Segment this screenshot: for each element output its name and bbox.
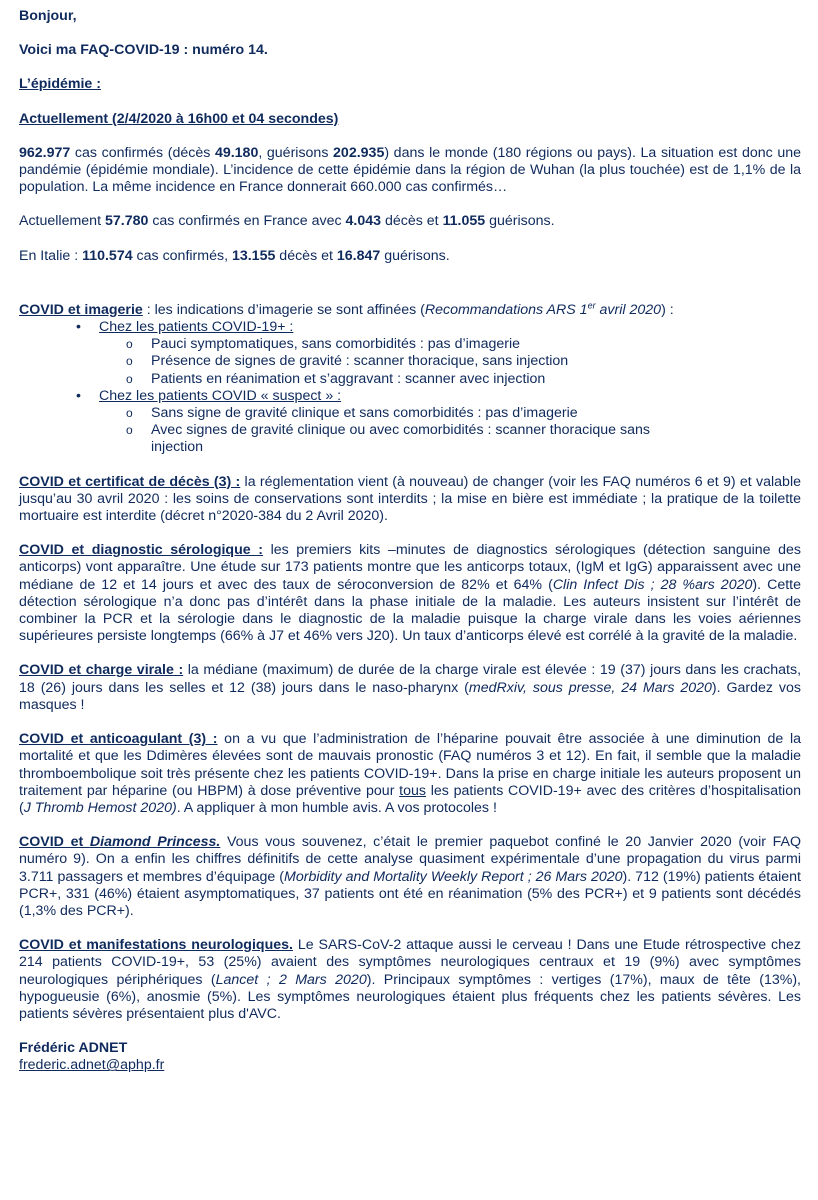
- neurological-paragraph: COVID et manifestations neurologiques. Le SARS-CoV-2 attaque aussi le cerveau ! Dans une Etude rétrospective chez 214 patients COVID-19+, 53 (25%) avaient des symptômes neurologiques centraux et 19 (9%) avec symptômes neurologiques périphériques (Lancet ; 2 Mars 2020). Principaux symptômes : vertiges (17%), maux de tête (13%), hypogueusie (6%), anosmie (5%). Les symptômes neurologiques étaient plus fréquents chez les patients sévères. Les patients sévères présentaient plus d'AVC.: [19, 937, 802, 1022]
- france-recoveries: 11.055: [442, 213, 486, 230]
- imaging-title: COVID et imagerie: [19, 301, 143, 318]
- world-cases: 962.977: [19, 144, 71, 161]
- world-stats-paragraph: 962.977 cas confirmés (décès 49.180, guérisons 202.935) dans le monde (180 régions ou pays). La situation est donc une pandémie (épidémie mondiale). L’incidence de cette épidémie dans la région de Wuhan (la plus touchée) est de 1,1% de la population. La même incidence en France donnerait 660.000 cas confirmés…: [19, 144, 802, 196]
- france-cases: 57.780: [104, 213, 149, 230]
- viral-load-title: COVID et charge virale :: [19, 662, 184, 679]
- diamond-princess-paragraph: COVID et Diamond Princess. Vous vous souvenez, c’était le premier paquebot confiné le 20 Janvier 2020 (voir FAQ numéro 9). On a enfin les chiffres définitifs de cette analyse quasiment expérimentale d’une propagation du virus parmi 3.711 passagers et membres d’équipage (Morbidity and Mortality Weekly Report ; 26 Mars 2020). 712 (19%) patients étaient PCR+, 331 (46%) étaient asymptomatiques, 37 patients ont été en réanimation (5% des PCR+) et 9 patients sont décédés (1,3% des PCR+).: [19, 834, 801, 919]
- imaging-groups: [19, 319, 801, 457]
- neurological-title: COVID et manifestations neurologiques.: [19, 937, 293, 954]
- diamond-princess-reference: Morbidity and Mortality Weekly Report ; 26 Mars 2020: [284, 868, 623, 885]
- italy-recoveries: 16.847: [336, 247, 381, 264]
- group-label: Chez les patients COVID « suspect » :: [99, 387, 342, 404]
- viral-load-paragraph: COVID et charge virale : la médiane (maximum) de durée de la charge virale est élevée : 19 (37) jours dans les crachats, 18 (26) jours dans les selles et 12 (38) jours dans le naso-pharynx (medRxiv, sous presse, 24 Mars 2020). Gardez vos masques !: [19, 662, 802, 713]
- anticoagulant-paragraph: COVID et anticoagulant (3) : on a vu que l’administration de l’héparine pouvait être associée à une diminution de la mortalité et que les Ddimères élevées sont de mauvais pronostic (FAQ numéros 3 et 12). En fait, il semble que la maladie thromboembolique soit très présente chez les patients COVID-19+. Dans la prise en charge initiale les auteurs proposent un traitement par héparine (ou HBPM) à dose préventive pour tous les patients COVID-19+ avec des critères d’hospitalisation (J Thromb Hemost 2020). A appliquer à mon humble avis. A vos protocoles !: [19, 731, 802, 816]
- list-item: o Sans signe de gravité clinique et sans comorbidités : pas d’imagerie: [151, 405, 801, 422]
- imaging-group-covid-positive: [99, 319, 801, 388]
- serology-reference: Clin Infect Dis ; 28 %ars 2020: [552, 576, 753, 593]
- imaging-section: [19, 302, 801, 457]
- current-date-heading: Actuellement (2/4/2020 à 16h00 et 04 secondes): [19, 110, 339, 127]
- neurological-reference: Lancet ; 2 Mars 2020: [215, 971, 367, 988]
- list-item: o Pauci symptomatiques, sans comorbidités : pas d’imagerie: [151, 336, 801, 353]
- imaging-group-covid-suspect: [99, 388, 801, 457]
- list-item: o Avec signes de gravité clinique ou avec comorbidités : scanner thoracique sans injection: [151, 422, 801, 456]
- author-email-link[interactable]: frederic.adnet@aphp.fr: [19, 1057, 165, 1074]
- world-deaths: 49.180: [214, 144, 259, 161]
- death-certificate-paragraph: COVID et certificat de décès (3) : la réglementation vient (à nouveau) de changer (voir les FAQ numéros 6 et 9) et valable jusqu’au 30 avril 2020 : les soins de conservations sont interdits ; la mise en bière est immédiate ; la pratique de la toilette mortuaire est interdite (décret n°2020-384 du 2 Avril 2020).: [19, 473, 801, 525]
- italy-deaths: 13.155: [231, 247, 276, 264]
- greeting: Bonjour,: [19, 8, 77, 24]
- diamond-princess-title: COVID et Diamond Princess.: [19, 834, 221, 851]
- world-recoveries: 202.935: [333, 144, 385, 161]
- italy-cases: 110.574: [82, 247, 133, 264]
- imaging-intro: COVID et imagerie : les indications d’imagerie se sont affinées (Recommandations ARS 1er avril 2020) :: [19, 300, 674, 318]
- death-certificate-title: COVID et certificat de décès (3) :: [19, 473, 241, 490]
- signature: [19, 1040, 801, 1074]
- italy-stats-paragraph: En Italie : 110.574 cas confirmés, 13.155 décès et 16.847 guérisons.: [19, 247, 450, 264]
- imaging-group-items: [99, 405, 801, 457]
- list-item: o Patients en réanimation et s’aggravant : scanner avec injection: [151, 371, 801, 388]
- anticoagulant-title: COVID et anticoagulant (3) :: [19, 731, 218, 748]
- list-item: o Présence de signes de gravité : scanner thoracique, sans injection: [151, 353, 801, 370]
- serology-paragraph: COVID et diagnostic sérologique : les premiers kits –minutes de diagnostics sérologiques (détection sanguine des anticorps) vont apparaître. Une étude sur 173 patients montre que les anticorps totaux, (IgM et IgG) apparaissent avec une médiane de 12 et 14 jours et avec des taux de séroconversion de 82% et 64% (Clin Infect Dis ; 28 %ars 2020). Cette détection sérologique n’a donc pas d’intérêt dans la phase initiale de la maladie. Les auteurs insistent sur l’intérêt de combiner la PCR et la sérologie dans le diagnostic de la maladie puisque la charge virale dans les voies aériennes supérieures persiste longtemps (66% à J7 et 46% vers J20). Un taux d’anticorps élevé est corrélé à la gravité de la maladie.: [19, 542, 802, 645]
- intro-line: Voici ma FAQ-COVID-19 : numéro 14.: [19, 42, 268, 59]
- imaging-group-items: [99, 336, 801, 388]
- anticoagulant-reference: J Thromb Hemost 2020): [23, 799, 177, 816]
- emphasis-word: tous: [399, 782, 426, 799]
- group-label: Chez les patients COVID-19+ :: [99, 319, 294, 336]
- france-stats-paragraph: Actuellement 57.780 cas confirmés en France avec 4.043 décès et 11.055 guérisons.: [19, 213, 555, 230]
- author-name: Frédéric ADNET: [19, 1040, 128, 1057]
- france-deaths: 4.043: [345, 213, 382, 230]
- epidemic-heading: L’épidémie :: [19, 76, 101, 93]
- imaging-reference: Recommandations ARS 1er avril 2020: [424, 300, 662, 318]
- viral-load-reference: medRxiv, sous presse, 24 Mars 2020: [468, 679, 712, 696]
- serology-title: COVID et diagnostic sérologique :: [19, 542, 263, 559]
